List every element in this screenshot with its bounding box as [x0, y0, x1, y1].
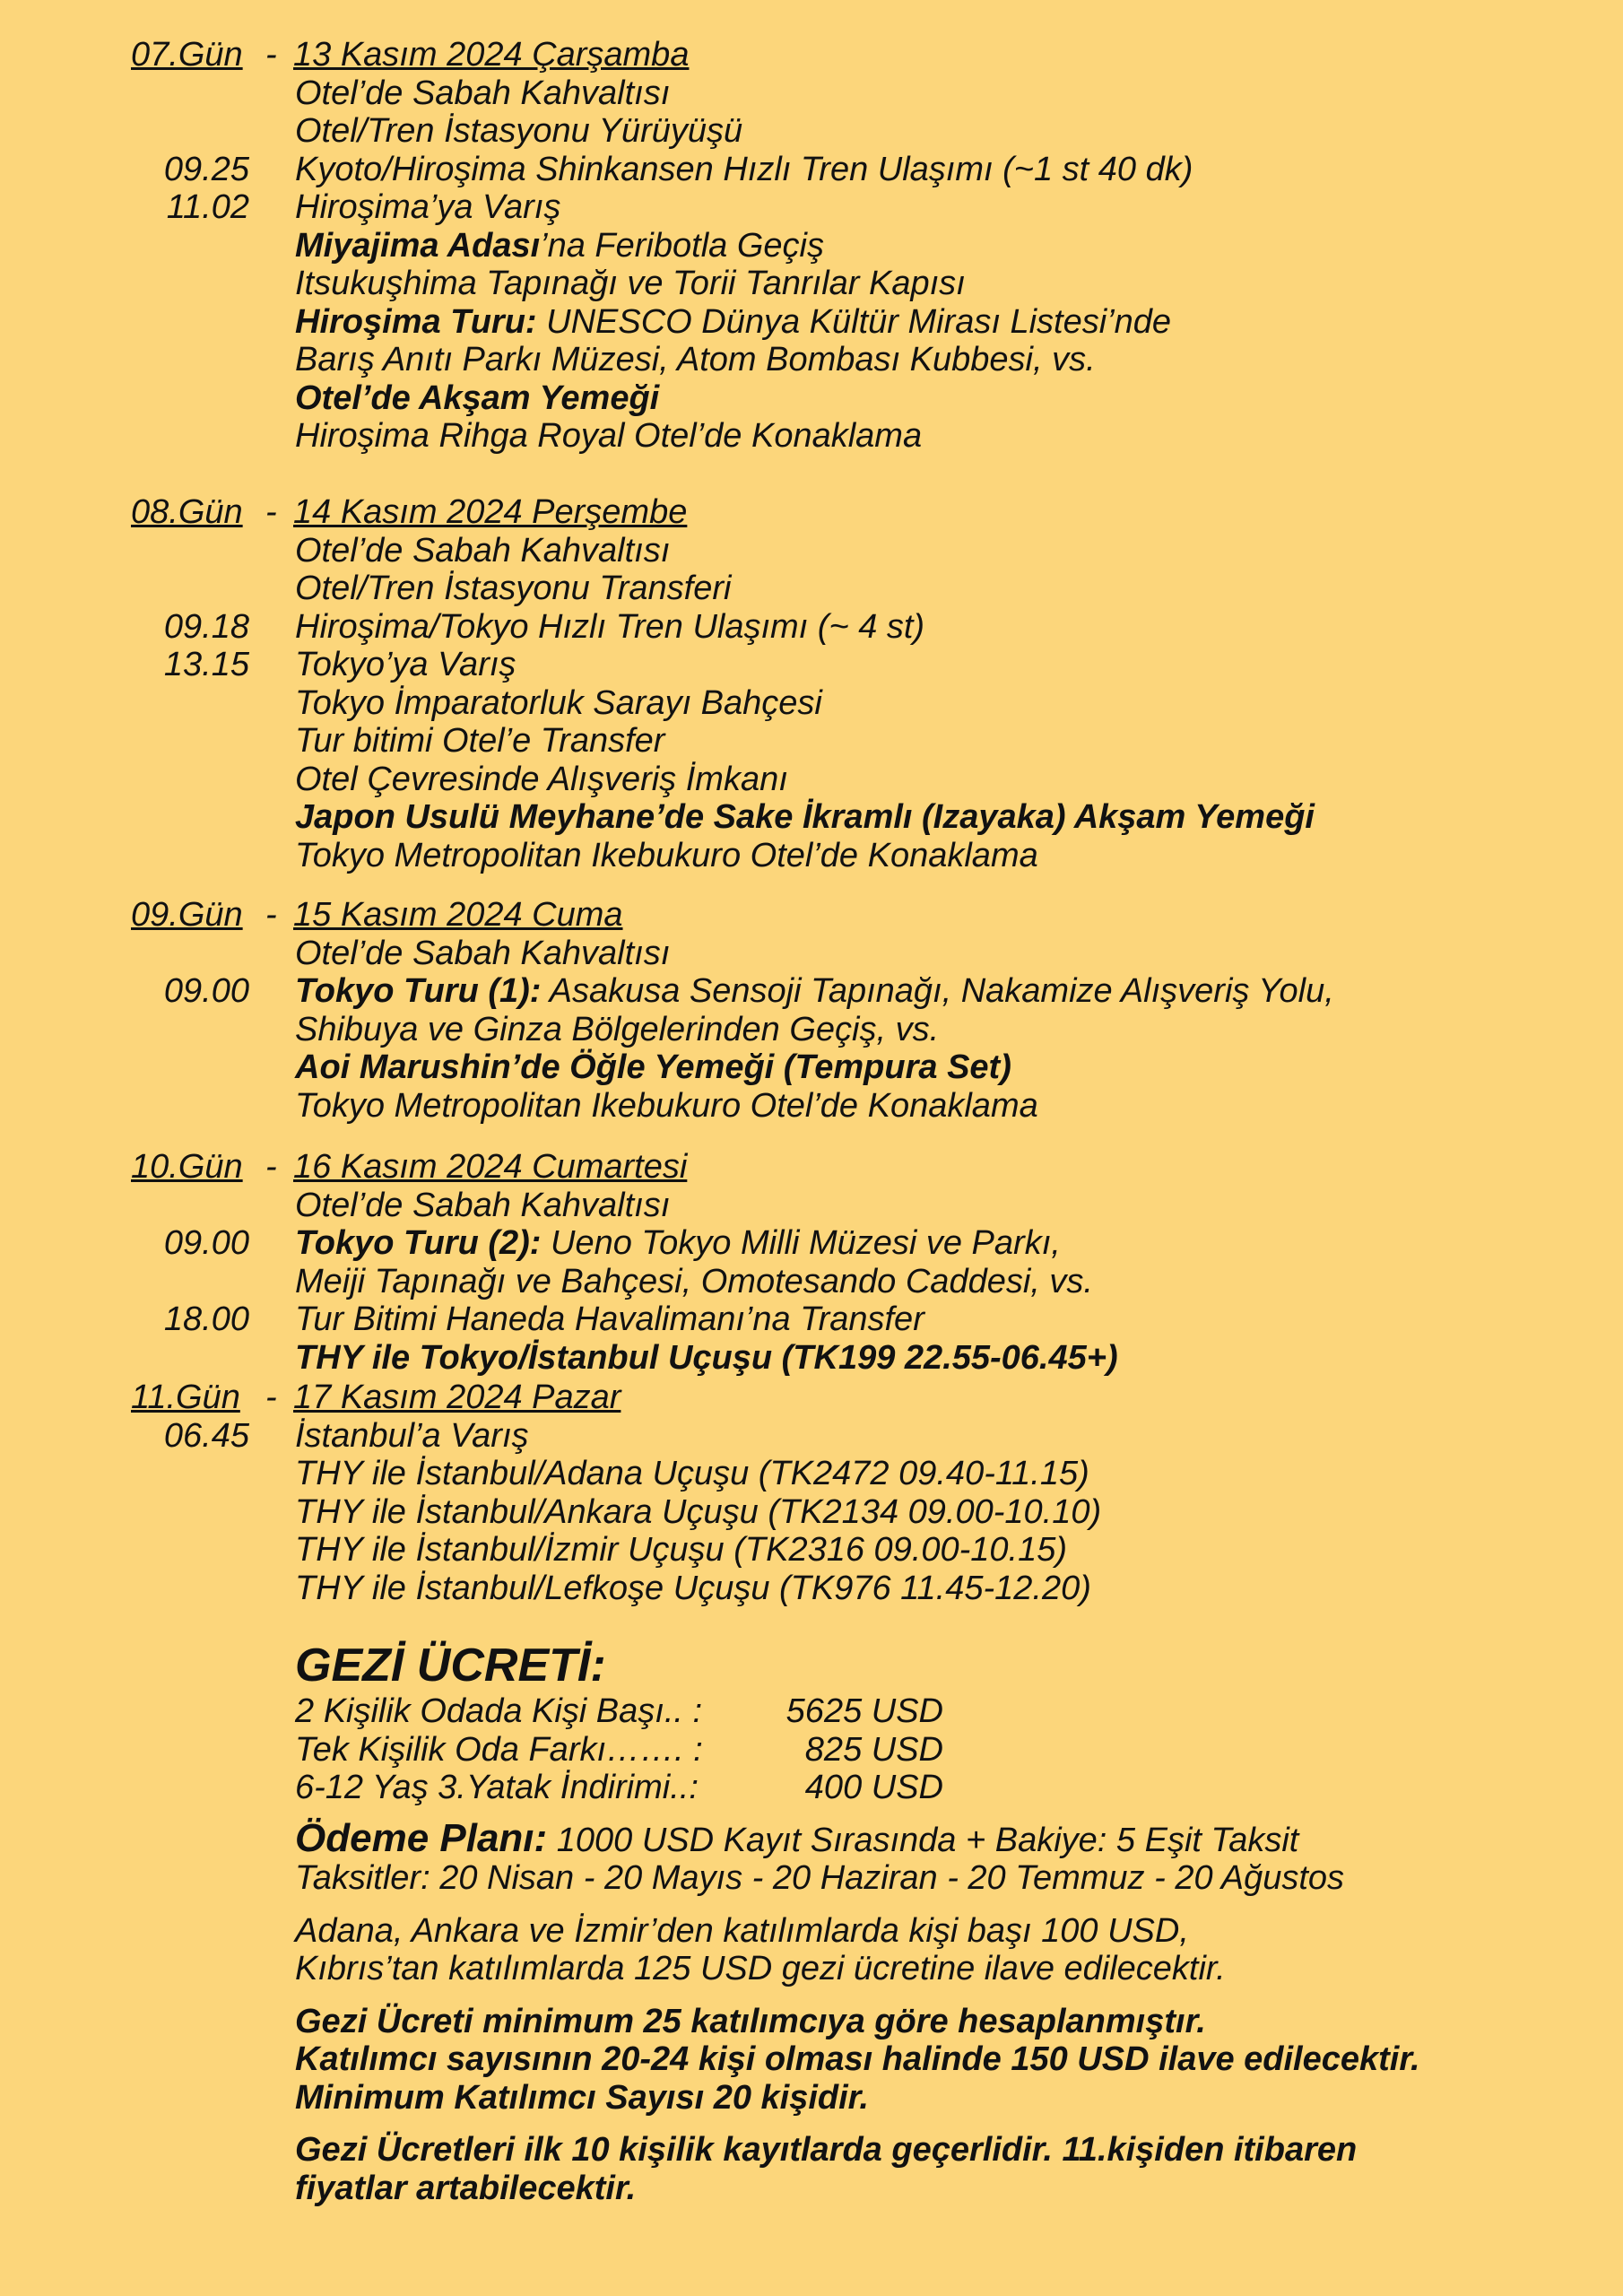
- day-label: 11.Gün: [131, 1378, 240, 1416]
- item-time: 09.25: [163, 150, 249, 188]
- item-text: Otel’de Sabah Kahvaltısı: [295, 531, 671, 570]
- day-dash: -: [265, 36, 277, 74]
- price-label: Tek Kişilik Oda Farkı……. :: [295, 1730, 703, 1769]
- payment-plan-text: 1000 USD Kayıt Sırasında + Bakiye: 5 Eşit Taksit: [547, 1821, 1299, 1859]
- price-label: 2 Kişilik Odada Kişi Başı.. :: [295, 1692, 703, 1730]
- fee-section: [295, 1639, 1613, 2207]
- item-activity: [295, 837, 1038, 875]
- itinerary-row: [0, 188, 1623, 227]
- item-text: UNESCO Dünya Kültür Mirası Listesi’nde: [536, 302, 1172, 341]
- item-activity: [295, 1339, 1118, 1378]
- itinerary-row: [0, 74, 1623, 113]
- item-time: 06.45: [163, 1416, 249, 1455]
- item-activity: [295, 341, 1096, 379]
- itinerary-row: [0, 1417, 1623, 1456]
- item-activity: [295, 227, 824, 265]
- item-text: Otel/Tren İstasyonu Yürüyüşü: [295, 112, 743, 150]
- item-activity: [295, 570, 731, 608]
- itinerary-row: [0, 761, 1623, 799]
- item-bold-text: Tokyo Turu (1):: [295, 972, 542, 1010]
- item-text: Tur bitimi Otel’e Transfer: [295, 722, 665, 760]
- price-row: [295, 1769, 1613, 1807]
- item-text: Barış Anıtı Parkı Müzesi, Atom Bombası Kubbesi, vs.: [295, 341, 1096, 378]
- item-time: 09.18: [163, 607, 249, 646]
- item-time: 18.00: [163, 1300, 249, 1338]
- itinerary-row: [0, 1048, 1623, 1087]
- item-bold-text: Otel’de Akşam Yemeği: [295, 378, 660, 417]
- price-label: 6-12 Yaş 3.Yatak İndirimi..:: [295, 1769, 699, 1806]
- day-date: 14 Kasım 2024 Perşembe: [293, 493, 688, 531]
- item-activity: [295, 1187, 670, 1225]
- item-bold-text: Miyajima Adası: [295, 226, 541, 265]
- item-activity: [295, 1570, 1091, 1608]
- fee-note: Gezi Ücreti minimum 25 katılımcıya göre hesaplanmıştır.: [295, 2002, 1206, 2040]
- itinerary-row: [0, 303, 1623, 342]
- item-activity: [295, 188, 560, 227]
- item-text: Itsukuşhima Tapınağı ve Torii Tanrılar Kapısı: [295, 265, 966, 302]
- itinerary-row: [0, 227, 1623, 265]
- item-activity: [295, 74, 670, 113]
- day-block: [0, 896, 1623, 1125]
- day-date: 17 Kasım 2024 Pazar: [293, 1378, 621, 1416]
- item-text: Asakusa Sensoji Tapınağı, Nakamize Alışveriş Yolu,: [541, 972, 1334, 1010]
- itinerary-row: [0, 570, 1623, 608]
- installments-text: Taksitler: 20 Nisan - 20 Mayıs - 20 Haziran - 20 Temmuz - 20 Ağustos: [295, 1859, 1345, 1897]
- item-text: Otel’de Sabah Kahvaltısı: [295, 934, 671, 972]
- item-time: 11.02: [166, 188, 249, 226]
- item-text: Kyoto/Hiroşima Shinkansen Hızlı Tren Ulaşımı (~1 st 40 dk): [295, 150, 1193, 188]
- day-header: [0, 1148, 1623, 1187]
- itinerary-row: [0, 1455, 1623, 1493]
- day-header: [0, 36, 1623, 74]
- item-text: Tokyo’ya Varış: [295, 646, 516, 683]
- item-text: Tokyo Metropolitan Ikebukuro Otel’de Konaklama: [295, 836, 1038, 874]
- item-activity: [295, 1493, 1101, 1532]
- item-activity: [295, 417, 922, 456]
- day-date: 13 Kasım 2024 Çarşamba: [293, 36, 690, 74]
- day-dash: -: [265, 1148, 277, 1186]
- itinerary-row: [0, 265, 1623, 303]
- item-bold-text: Tokyo Turu (2):: [295, 1224, 542, 1262]
- item-text: Ueno Tokyo Milli Müzesi ve Parkı,: [541, 1224, 1061, 1262]
- item-activity: [295, 972, 1334, 1011]
- itinerary-row: [0, 1300, 1623, 1339]
- itinerary-row: [0, 532, 1623, 570]
- day-label: 10.Gün: [131, 1148, 243, 1186]
- day-date: 15 Kasım 2024 Cuma: [293, 896, 623, 934]
- item-text: Meiji Tapınağı ve Bahçesi, Omotesando Caddesi, vs.: [295, 1262, 1093, 1300]
- itinerary-row: [0, 646, 1623, 684]
- day-block: [0, 1378, 1623, 1607]
- itinerary-row: [0, 1531, 1623, 1570]
- itinerary-row: [0, 837, 1623, 875]
- itinerary-row: [0, 151, 1623, 189]
- item-text: Tur Bitimi Haneda Havalimanı’na Transfer: [295, 1300, 924, 1338]
- itinerary-row: [0, 1087, 1623, 1126]
- item-activity: [295, 684, 822, 723]
- itinerary-row: [0, 1339, 1623, 1378]
- payment-plan: [295, 1815, 1613, 1860]
- item-activity: [295, 532, 670, 570]
- item-bold-text: Hiroşima Turu:: [295, 302, 537, 341]
- item-activity: [295, 265, 966, 303]
- item-activity: [295, 1048, 1011, 1087]
- itinerary-row: [0, 1263, 1623, 1301]
- itinerary-row: [0, 417, 1623, 456]
- itinerary-row: [0, 798, 1623, 837]
- day-dash: -: [265, 896, 277, 934]
- itinerary-row: [0, 112, 1623, 151]
- item-text: Hiroşima’ya Varış: [295, 188, 561, 226]
- item-time: 13.15: [163, 646, 249, 683]
- item-activity: [295, 608, 924, 647]
- item-text: Otel’de Sabah Kahvaltısı: [295, 1186, 671, 1224]
- item-activity: [295, 303, 1171, 342]
- itinerary-row: [0, 341, 1623, 379]
- item-text: Tokyo Metropolitan Ikebukuro Otel’de Konaklama: [295, 1086, 1038, 1125]
- itinerary-row: [0, 972, 1623, 1011]
- item-text: Tokyo İmparatorluk Sarayı Bahçesi: [295, 683, 822, 722]
- item-text: THY ile İstanbul/Ankara Uçuşu (TK2134 09.00-10.10): [295, 1492, 1102, 1531]
- item-activity: [295, 1417, 529, 1456]
- item-text: Otel/Tren İstasyonu Transferi: [295, 570, 732, 607]
- day-label: 09.Gün: [131, 896, 243, 934]
- price-row: [295, 1731, 1613, 1770]
- day-label: 08.Gün: [131, 493, 243, 531]
- day-header: [0, 493, 1623, 532]
- item-time: 09.00: [163, 1224, 249, 1262]
- item-time: 09.00: [163, 972, 249, 1010]
- day-block: [0, 36, 1623, 456]
- price-row: [295, 1692, 1613, 1731]
- itinerary-row: [0, 684, 1623, 723]
- day-header: [0, 1378, 1623, 1417]
- price-value: 400 USD: [804, 1769, 943, 1806]
- item-activity: [295, 112, 742, 151]
- extra-fee-text: Kıbrıs’tan katılımlarda 125 USD gezi ücretine ilave edilecektir.: [295, 1950, 1226, 1987]
- item-text: İstanbul’a Varış: [295, 1416, 529, 1455]
- itinerary-row: [0, 935, 1623, 973]
- fee-note: Katılımcı sayısının 20-24 kişi olması halinde 150 USD ilave edilecektir.: [295, 2040, 1420, 2078]
- itinerary-row: [0, 1493, 1623, 1532]
- item-activity: [295, 798, 1315, 837]
- itinerary-row: [0, 1224, 1623, 1263]
- item-activity: [295, 1300, 924, 1339]
- day-date: 16 Kasım 2024 Cumartesi: [293, 1148, 688, 1186]
- day-dash: -: [265, 1378, 277, 1416]
- item-text: THY ile İstanbul/Lefkoşe Uçuşu (TK976 11.45-12.20): [295, 1569, 1091, 1607]
- itinerary-row: [0, 379, 1623, 418]
- item-activity: [295, 1087, 1038, 1126]
- item-activity: [295, 379, 659, 418]
- item-activity: [295, 1224, 1061, 1263]
- item-activity: [295, 1011, 939, 1049]
- item-text: Otel Çevresinde Alışveriş İmkanı: [295, 760, 788, 798]
- item-text: Hiroşima Rihga Royal Otel’de Konaklama: [295, 417, 923, 455]
- item-activity: [295, 1531, 1067, 1570]
- item-activity: [295, 722, 664, 761]
- item-bold-text: Japon Usulü Meyhane’de Sake İkramlı (Izayaka) Akşam Yemeği: [295, 798, 1315, 836]
- itinerary-row: [0, 1570, 1623, 1608]
- item-activity: [295, 935, 670, 973]
- payment-plan-title: Ödeme Planı:: [295, 1815, 548, 1860]
- item-text: Shibuya ve Ginza Bölgelerinden Geçiş, vs.: [295, 1010, 940, 1048]
- day-block: [0, 493, 1623, 874]
- day-header: [0, 896, 1623, 935]
- price-value: 825 USD: [804, 1730, 943, 1769]
- fee-title: GEZİ ÜCRETİ:: [295, 1639, 606, 1692]
- itinerary-row: [0, 608, 1623, 647]
- item-bold-text: Aoi Marushin’de Öğle Yemeği (Tempura Set): [295, 1048, 1011, 1086]
- day-dash: -: [265, 493, 277, 531]
- extra-fee-text: Adana, Ankara ve İzmir’den katılımlarda kişi başı 100 USD,: [295, 1911, 1189, 1950]
- item-text: THY ile İstanbul/İzmir Uçuşu (TK2316 09.00-10.15): [295, 1531, 1068, 1569]
- itinerary-row: [0, 722, 1623, 761]
- item-activity: [295, 1455, 1089, 1493]
- itinerary-row: [0, 1011, 1623, 1049]
- item-text: ’na Feribotla Geçiş: [540, 226, 824, 265]
- item-text: Otel’de Sabah Kahvaltısı: [295, 74, 671, 112]
- fee-note: Gezi Ücretleri ilk 10 kişilik kayıtlarda geçerlidir. 11.kişiden itibaren: [295, 2131, 1358, 2169]
- fee-note: fiyatlar artabilecektir.: [295, 2169, 637, 2207]
- day-block: [0, 1148, 1623, 1377]
- item-activity: [295, 151, 1193, 189]
- item-activity: [295, 761, 788, 799]
- item-activity: [295, 646, 516, 684]
- day-label: 07.Gün: [131, 36, 243, 74]
- item-activity: [295, 1263, 1093, 1301]
- item-bold-text: THY ile Tokyo/İstanbul Uçuşu (TK199 22.55-06.45+): [295, 1338, 1118, 1377]
- price-value: 5625 USD: [785, 1692, 943, 1730]
- fee-note: Minimum Katılımcı Sayısı 20 kişidir.: [295, 2078, 869, 2117]
- item-text: Hiroşima/Tokyo Hızlı Tren Ulaşımı (~ 4 st): [295, 607, 925, 646]
- itinerary-row: [0, 1187, 1623, 1225]
- item-text: THY ile İstanbul/Adana Uçuşu (TK2472 09.40-11.15): [295, 1455, 1089, 1492]
